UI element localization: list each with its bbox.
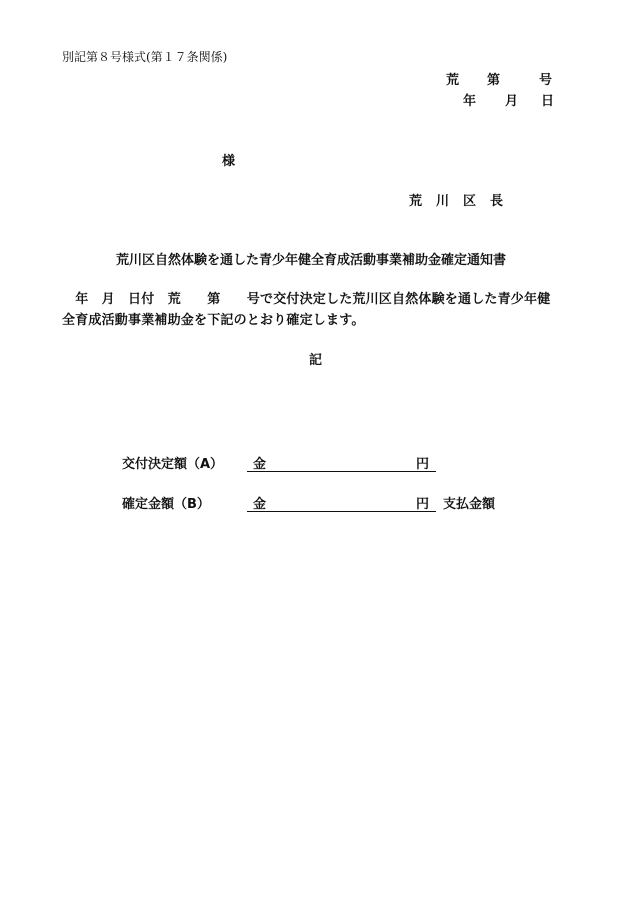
- issuer-char-1: 荒: [409, 194, 423, 209]
- date-year: 年: [463, 94, 477, 109]
- issuer-char-4: 長: [490, 194, 504, 209]
- grant-amount-field[interactable]: [247, 453, 436, 472]
- recipient-honorific: 様: [222, 154, 236, 169]
- grant-amount-label: 交付決定額（A）: [122, 457, 224, 472]
- grant-amount-prefix: 金: [253, 457, 267, 472]
- grant-amount-yen: 円: [416, 457, 430, 472]
- number-ara: 荒: [446, 73, 460, 88]
- number-go: 号: [539, 73, 553, 88]
- body-line-1: 年 月 日付 荒 第 号で交付決定した荒川区自然体験を通した青少年健: [62, 292, 551, 307]
- payment-amount-label: 支払金額: [443, 497, 496, 512]
- confirmed-amount-label: 確定金額（B）: [122, 497, 210, 512]
- confirmed-amount-prefix: 金: [253, 497, 267, 512]
- form-reference: 別記第８号様式(第１７条関係): [62, 50, 228, 64]
- date-month: 月: [505, 94, 519, 109]
- ki-heading: 記: [309, 353, 323, 368]
- date-day: 日: [541, 94, 555, 109]
- issuer-char-2: 川: [436, 194, 450, 209]
- issuer-char-3: 区: [463, 194, 477, 209]
- confirmed-amount-yen: 円: [416, 497, 430, 512]
- document-title: 荒川区自然体験を通した青少年健全育成活動事業補助金確定通知書: [116, 253, 507, 268]
- number-dai: 第: [487, 73, 501, 88]
- confirmed-amount-field[interactable]: [247, 493, 436, 512]
- body-paragraph: [62, 289, 582, 331]
- body-line-2: 全育成活動事業補助金を下記のとおり確定します。: [62, 313, 365, 328]
